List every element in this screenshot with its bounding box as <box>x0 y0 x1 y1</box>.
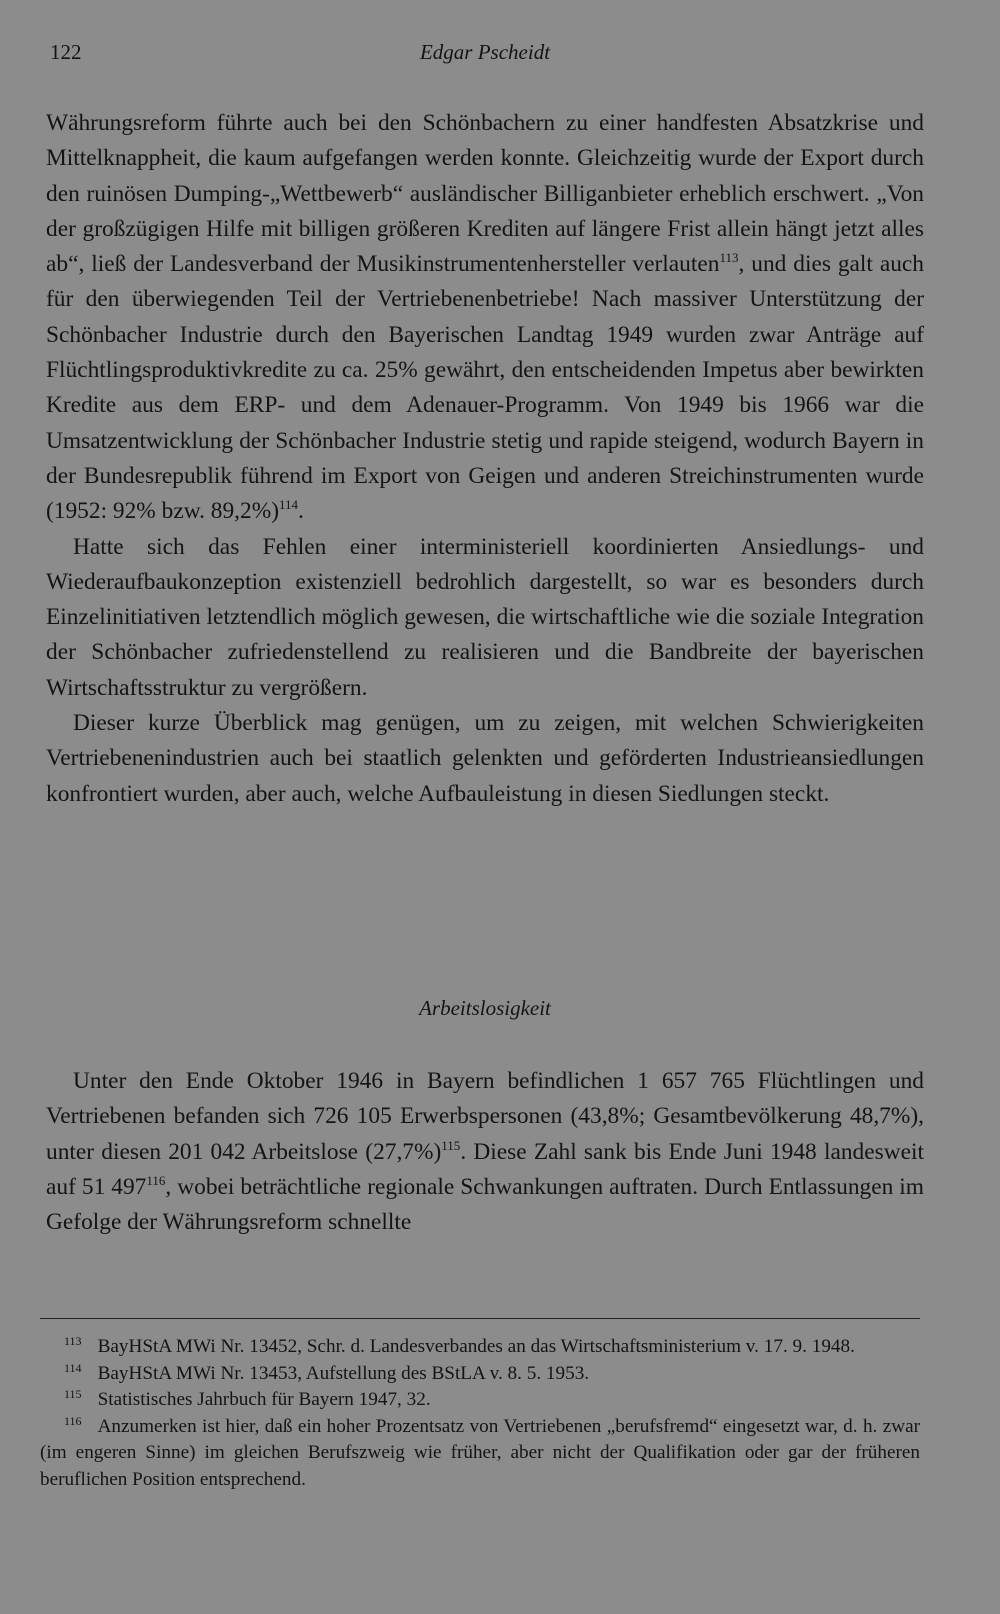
paragraph-text: , und dies galt auch für den überwiegenden Teil der Vertriebenenbetriebe! Nach massiver Unterstützung der Schönbacher Industrie durch den Bayerischen Landtag 1949 wurden zwar Anträge auf Flüchtlingsproduktivkredite zu ca. 25% gewährt, den entscheidenden Impetus aber bewirkten Kredite aus dem ERP- und dem Adenauer-Programm. Von 1949 bis 1966 war die Umsatzentwicklung der Schönbacher Industrie stetig und rapide steigend, wodurch Bayern in der Bundesrepublik führend im Export von Geigen und anderen Streichinstrumenten wurde (1952: 92% bzw. 89,2%) <box>46 251 924 525</box>
footnote-113 <box>40 1334 920 1361</box>
paragraph-1 <box>46 106 924 530</box>
footnote-ref-113: 113 <box>719 250 739 266</box>
footnote-text: Statistisches Jahrbuch für Bayern 1947, 32. <box>97 1389 431 1410</box>
section-heading: Arbeitslosigkeit <box>419 996 551 1020</box>
footnote-number: 116 <box>64 1413 82 1428</box>
footnote-115 <box>40 1387 920 1414</box>
footnote-number: 114 <box>64 1360 82 1375</box>
footnote-ref-115: 115 <box>441 1137 461 1153</box>
paragraph-text: Unter den Ende Oktober 1946 in Bayern befindlichen 1 657 765 Flüchtlingen und Vertriebenen befanden sich 726 105 Erwerbspersonen (43,8%; Gesamtbevölkerung 48,7%), unter diesen 201 042 Arbeitslose (27,7%) <box>46 1068 924 1165</box>
paragraph-text: Währungsreform führte auch bei den Schönbachern zu einer handfesten Absatzkrise und Mittelknappheit, die kaum aufgefangen werden konnte. Gleichzeitig wurde der Export durch den ruinösen Dumping-„Wettbewerb“ ausländischer Billiganbieter erheblich erschwert. „Von der großzügigen Hilfe mit billigen größeren Krediten auf längere Frist allein hängt jetzt alles ab“, ließ der Landesverband der Musikinstrumentenhersteller verlauten <box>46 110 924 278</box>
paragraph-text: . Diese Zahl sank bis Ende Juni 1948 landesweit auf 51 497 <box>46 1138 924 1200</box>
main-text <box>46 106 924 812</box>
footnote-text: BayHStA MWi Nr. 13452, Schr. d. Landesverbandes an das Wirtschaftsministerium v. 17. 9. 1948. <box>97 1336 855 1357</box>
footnote-number: 115 <box>64 1387 82 1401</box>
section-text <box>46 1064 924 1240</box>
page-number: 122 <box>50 40 82 64</box>
footnote-text: BayHStA MWi Nr. 13453, Aufstellung des BStLA v. 8. 5. 1953. <box>97 1362 590 1384</box>
running-head: Edgar Pscheidt <box>419 40 551 64</box>
paragraph-text: . <box>298 498 304 525</box>
footnotes <box>40 1334 920 1493</box>
footnote-114 <box>40 1361 920 1388</box>
footnote-divider <box>40 1318 920 1319</box>
section-paragraph <box>46 1064 924 1240</box>
footnote-ref-116: 116 <box>146 1172 166 1188</box>
footnote-116 <box>40 1414 920 1494</box>
footnote-ref-114: 114 <box>279 497 299 513</box>
footnote-text: Anzumerken ist hier, daß ein hoher Prozentsatz von Vertriebenen „berufsfremd“ eingesetzt war, d. h. zwar (im engeren Sinne) im gleichen Berufszweig wie früher, aber nicht der Qualifikation oder gar der früheren beruflichen Position entsprechend. <box>40 1415 920 1490</box>
page-header <box>50 40 920 74</box>
paragraph-3: Dieser kurze Überblick mag genügen, um zu zeigen, mit welchen Schwierigkeiten Vertriebenenindustrien auch bei staatlich gelenkten und geförderten Industrieansiedlungen konfrontiert wurden, aber auch, welche Aufbauleistung in diesen Siedlungen steckt. <box>46 710 924 807</box>
paragraph-2: Hatte sich das Fehlen einer interministeriell koordinierten Ansiedlungs- und Wiederaufbaukonzeption existenziell bedrohlich dargestellt, so war es besonders durch Einzelinitiativen letztendlich möglich gewesen, die wirtschaftliche wie die soziale Integration der Schönbacher zufriedenstellend zu realisieren und die Bandbreite der bayerischen Wirtschaftsstruktur zu vergrößern. <box>46 533 924 701</box>
footnote-number: 113 <box>64 1334 82 1348</box>
paragraph-text: , wobei beträchtliche regionale Schwankungen auftraten. Durch Entlassungen im Gefolge der Währungsreform schnellte <box>46 1173 924 1236</box>
